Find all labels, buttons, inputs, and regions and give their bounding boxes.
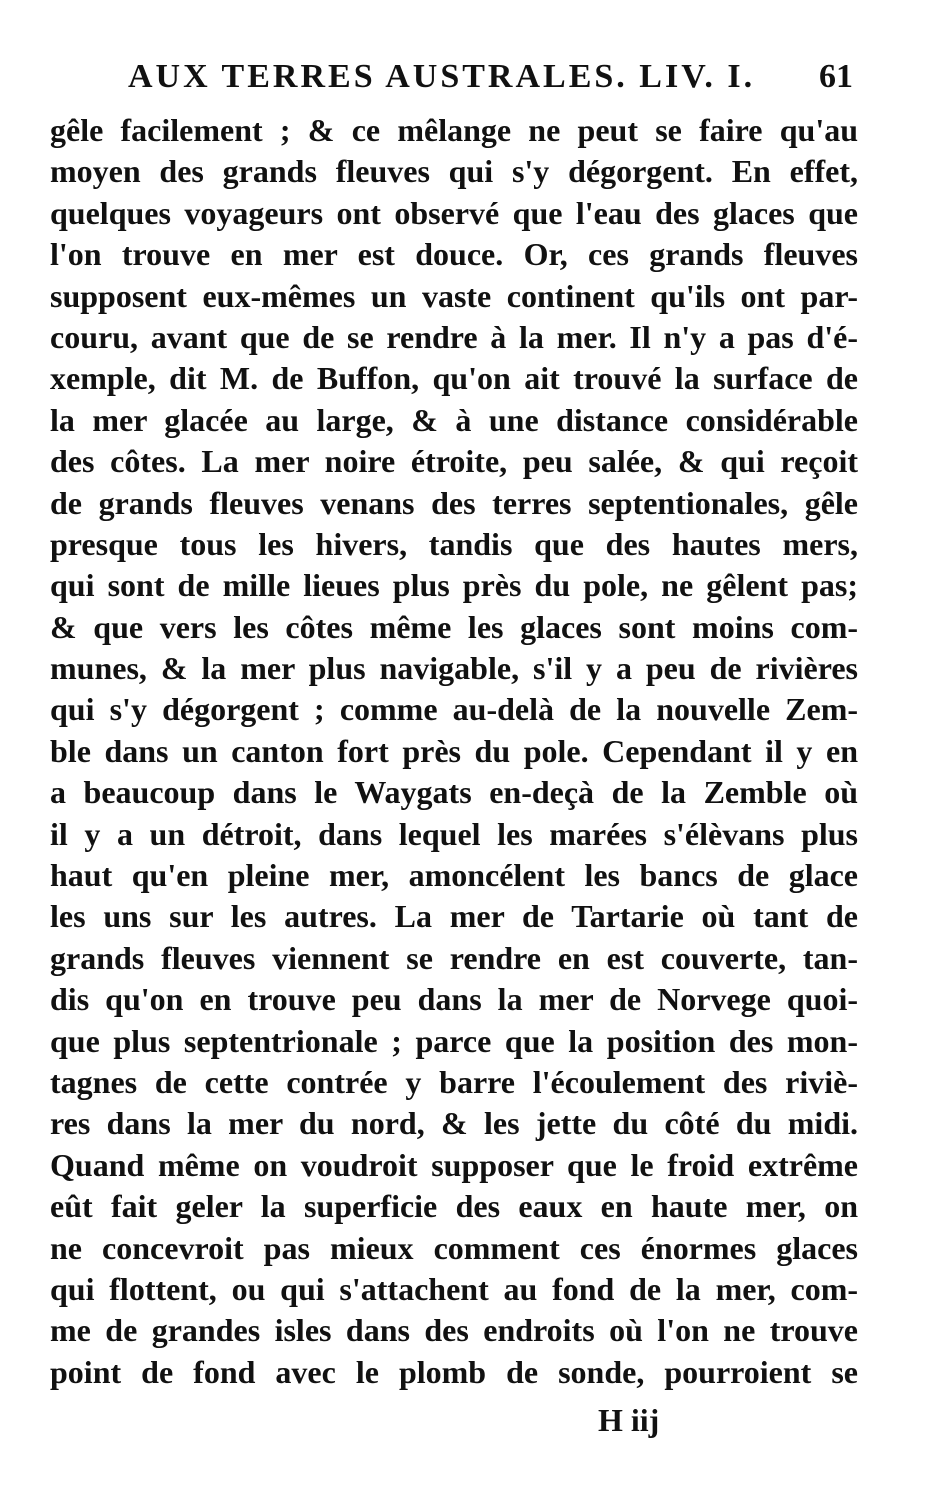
- text-line: Quand même on voudroit supposer que le froid extrême: [50, 1146, 858, 1183]
- text-line: ne concevroit pas mieux comment ces énormes glaces: [50, 1229, 858, 1266]
- text-line: qui s'y dégorgent ; comme au-delà de la nouvelle Zem-: [50, 691, 858, 728]
- running-head: [128, 58, 853, 102]
- text-line: il y a un détroit, dans lequel les marées s'élèvans plus: [50, 815, 858, 852]
- text-line: que plus septentrionale ; parce que la position des mon-: [50, 1022, 858, 1059]
- text-line: quelques voyageurs ont observé que l'eau des glaces que: [50, 194, 858, 231]
- text-line: moyen des grands fleuves qui s'y dégorgent. En effet,: [50, 153, 858, 190]
- text-line: presque tous les hivers, tandis que des hautes mers,: [50, 525, 858, 562]
- text-line: & que vers les côtes même les glaces sont moins com-: [50, 608, 858, 645]
- text-line: l'on trouve en mer est douce. Or, ces grands fleuves: [50, 236, 858, 273]
- text-line: me de grandes isles dans des endroits où l'on ne trouve: [50, 1312, 858, 1349]
- text-line: res dans la mer du nord, & les jette du côté du midi.: [50, 1105, 858, 1142]
- signature-mark: H iij: [598, 1402, 660, 1438]
- text-line: dis qu'on en trouve peu dans la mer de Norvege quoi-: [50, 981, 858, 1018]
- text-line: qui sont de mille lieues plus près du pole, ne gêlent pas;: [50, 567, 858, 604]
- text-line: a beaucoup dans le Waygats en-deçà de la Zemble où: [50, 774, 858, 811]
- text-line: gêle facilement ; & ce mêlange ne peut se faire qu'au: [50, 112, 858, 148]
- text-line: qui flottent, ou qui s'attachent au fond de la mer, com-: [50, 1270, 858, 1307]
- body-text: [50, 110, 858, 1393]
- text-line: de grands fleuves venans des terres septentionales, gêle: [50, 484, 858, 521]
- text-line: ble dans un canton fort près du pole. Cependant il y en: [50, 732, 858, 769]
- text-line: xemple, dit M. de Buffon, qu'on ait trouvé la surface de: [50, 360, 858, 397]
- text-line: tagnes de cette contrée y barre l'écoulement des riviè-: [50, 1063, 858, 1100]
- text-line: grands fleuves viennent se rendre en est couverte, tan-: [50, 939, 858, 976]
- text-line: munes, & la mer plus navigable, s'il y a peu de rivières: [50, 650, 858, 687]
- text-line: les uns sur les autres. La mer de Tartarie où tant de: [50, 898, 858, 935]
- text-line: couru, avant que de se rendre à la mer. Il n'y a pas d'é-: [50, 318, 858, 355]
- text-line: point de fond avec le plomb de sonde, pourroient se: [50, 1353, 858, 1390]
- text-line: des côtes. La mer noire étroite, peu salée, & qui reçoit: [50, 443, 858, 480]
- text-line: haut qu'en pleine mer, amoncélent les bancs de glace: [50, 857, 858, 894]
- running-head-title: AUX TERRES AUSTRALES. LIV. I.: [128, 58, 756, 95]
- text-line: la mer glacée au large, & à une distance considérable: [50, 401, 858, 438]
- text-line: supposent eux-mêmes un vaste continent qu'ils ont par-: [50, 277, 858, 314]
- page-number: 61: [819, 58, 853, 95]
- text-line: eût fait geler la superficie des eaux en haute mer, on: [50, 1188, 858, 1225]
